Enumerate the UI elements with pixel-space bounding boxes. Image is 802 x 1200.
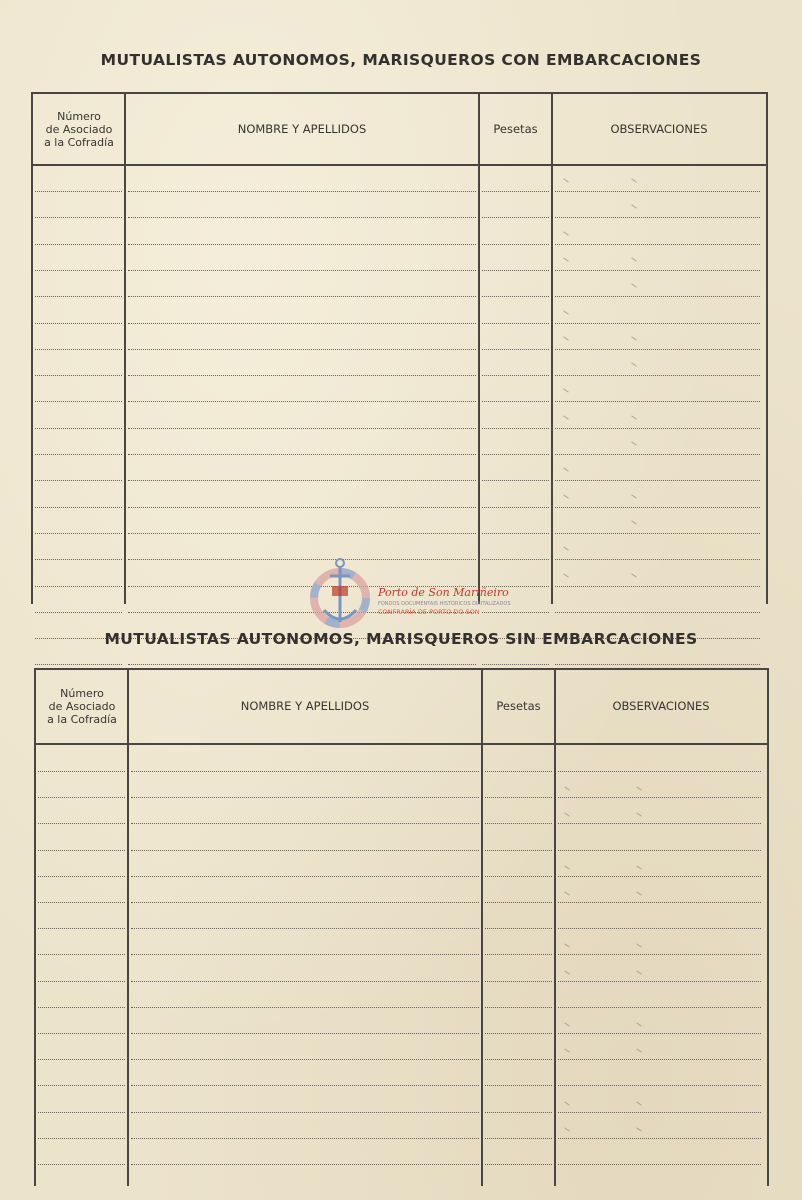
ruled-line [482,664,549,665]
faint-mark [631,573,636,577]
faint-mark [563,547,568,551]
anchor-lifebuoy-icon [308,556,376,636]
ruled-line [38,954,125,955]
ruled-line [555,296,760,297]
faint-mark [631,336,636,340]
ruled-line [35,586,122,587]
column-divider [127,670,129,1186]
col-header-numero [33,94,125,164]
ruled-line [38,1059,125,1060]
faint-mark [563,310,568,314]
ruled-line [128,349,476,350]
ruled-line [555,586,760,587]
header-divider [36,743,767,745]
ruled-line [485,823,552,824]
ruled-line [555,217,760,218]
ruled-line [558,797,761,798]
ruled-line [131,850,479,851]
faint-mark [631,494,636,498]
ruled-line [555,349,760,350]
ruled-line [555,664,760,665]
col-header-nombre: NOMBRE Y APELLIDOS [237,121,367,136]
ruled-line [485,850,552,851]
ruled-line [485,876,552,877]
col-header-numero-line2: de Asociado [45,122,113,136]
ruled-line [558,876,761,877]
ruled-line [558,954,761,955]
faint-mark [563,468,568,472]
ruled-line [485,954,552,955]
ruled-line [558,902,761,903]
ruled-line [131,902,479,903]
ruled-line [35,375,122,376]
ruled-line [128,664,476,665]
ruled-line [38,981,125,982]
section-title-sin-embarcaciones: MUTUALISTAS AUTONOMOS, MARISQUEROS SIN EMBARCACIONES [104,630,698,648]
faint-mark [631,441,636,445]
ruled-line [38,771,125,772]
ruled-line [38,1164,125,1165]
ruled-line [35,428,122,429]
ruled-line [131,1164,479,1165]
faint-mark [564,891,569,895]
ruled-line [558,1085,761,1086]
faint-mark [631,362,636,366]
faint-mark [636,813,641,817]
ruled-line [485,771,552,772]
ruled-line [555,375,760,376]
faint-mark [636,970,641,974]
ruled-line [482,375,549,376]
ruled-line [35,533,122,534]
column-divider [124,94,126,604]
ruled-line [128,191,476,192]
col-header-nombre: NOMBRE Y APELLIDOS [240,699,370,713]
ruled-line [128,507,476,508]
ruled-line [482,349,549,350]
ruled-line [38,823,125,824]
ruled-line [558,928,761,929]
column-divider [554,670,556,1186]
ruled-line [35,507,122,508]
col-header-numero-line3: a la Cofradía [44,135,114,149]
ruled-line [131,1033,479,1034]
ruled-line [485,902,552,903]
ruled-line [482,480,549,481]
faint-mark [636,1022,641,1026]
faint-mark [563,231,568,235]
ruled-line [482,217,549,218]
ruled-line [485,1138,552,1139]
faint-mark [563,257,568,261]
ruled-line [482,244,549,245]
col-header-observaciones: OBSERVACIONES [612,699,710,713]
faint-mark [636,1127,641,1131]
ruled-line [128,323,476,324]
column-divider [551,94,553,604]
watermark-name: Porto de Son Mariñeiro [378,586,509,599]
ruled-line [558,1007,761,1008]
ruled-line [485,928,552,929]
ruled-line [128,454,476,455]
ruled-line [131,954,479,955]
faint-mark [564,1049,569,1053]
ruled-line [128,375,476,376]
column-divider [481,670,483,1186]
ruled-line [485,1085,552,1086]
ruled-line [131,823,479,824]
faint-mark [564,865,569,869]
ruled-line [482,270,549,271]
ruled-line [482,454,549,455]
ledger-table-con-embarcaciones [31,92,768,604]
ruled-line [131,1085,479,1086]
ruled-line [485,1007,552,1008]
ruled-line [128,428,476,429]
ruled-line [555,191,760,192]
ruled-line [35,270,122,271]
ruled-line [35,664,122,665]
ruled-line [558,1059,761,1060]
ruled-line [38,902,125,903]
ruled-line [128,244,476,245]
ruled-line [555,454,760,455]
ruled-line [35,296,122,297]
ruled-line [131,981,479,982]
ruled-line [558,850,761,851]
ruled-line [485,797,552,798]
col-header-numero-line1: Número [57,109,101,123]
ruled-line [558,1138,761,1139]
column-divider [478,94,480,604]
faint-mark [563,336,568,340]
ruled-line [482,428,549,429]
ruled-line [128,480,476,481]
ruled-line [482,507,549,508]
ruled-line [485,1059,552,1060]
faint-mark [631,520,636,524]
faint-mark [636,787,641,791]
ruled-line [35,612,122,613]
header-divider [33,164,766,166]
ruled-line [38,1033,125,1034]
faint-mark [564,1022,569,1026]
ruled-line [482,296,549,297]
section-title-con-embarcaciones: MUTUALISTAS AUTONOMOS, MARISQUEROS CON EMBARCACIONES [100,51,702,69]
faint-mark [564,787,569,791]
ruled-line [485,981,552,982]
faint-mark [636,865,641,869]
ruled-line [485,1112,552,1113]
watermark-subtitle: FONDOS DOCUMENTAIS HISTÓRICOS DIXITALIZADOS [378,601,511,607]
ruled-line [128,217,476,218]
ruled-line [555,428,760,429]
ruled-line [128,401,476,402]
faint-mark [631,284,636,288]
ruled-line [128,533,476,534]
faint-mark [564,1127,569,1131]
col-header-pesetas: Pesetas [493,121,538,136]
faint-mark [636,1101,641,1105]
ruled-line [555,533,760,534]
ruled-line [558,1164,761,1165]
col-header-pesetas: Pesetas [496,699,541,713]
ruled-line [485,1164,552,1165]
ruled-line [35,323,122,324]
faint-mark [631,257,636,261]
ruled-line [131,797,479,798]
faint-mark [563,178,568,182]
ruled-line [38,1112,125,1113]
ruled-line [35,349,122,350]
ruled-line [558,1033,761,1034]
faint-mark [636,1049,641,1053]
ruled-line [131,876,479,877]
ruled-line [35,191,122,192]
ruled-line [555,480,760,481]
ruled-line [482,323,549,324]
faint-mark [563,389,568,393]
ruled-line [128,296,476,297]
ruled-line [555,507,760,508]
faint-mark [636,944,641,948]
ruled-line [38,876,125,877]
faint-mark [563,415,568,419]
col-header-numero [36,670,128,743]
faint-mark [564,970,569,974]
ruled-line [558,1112,761,1113]
ruled-line [558,771,761,772]
ruled-line [131,1112,479,1113]
ruled-line [131,928,479,929]
faint-mark [564,813,569,817]
ruled-line [35,454,122,455]
col-header-numero-line2: de Asociado [48,700,116,713]
faint-mark [636,891,641,895]
col-header-numero-line3: a la Cofradía [47,713,117,726]
watermark-org: CONFRARÍA DE PORTO DO SON [378,608,480,616]
ruled-line [38,797,125,798]
ruled-line [482,191,549,192]
faint-mark [631,178,636,182]
ruled-line [555,323,760,324]
ruled-line [35,559,122,560]
ruled-line [38,1007,125,1008]
ruled-line [558,823,761,824]
faint-mark [631,415,636,419]
col-header-observaciones: OBSERVACIONES [610,121,708,136]
ruled-line [131,1138,479,1139]
ruled-line [38,850,125,851]
watermark-logo [308,556,511,636]
ruled-line [35,480,122,481]
ruled-line [35,244,122,245]
faint-mark [563,573,568,577]
col-header-numero-line1: Número [60,687,104,700]
ruled-line [555,244,760,245]
ruled-line [482,401,549,402]
ruled-line [482,533,549,534]
ruled-line [555,559,760,560]
ruled-line [35,401,122,402]
ruled-line [555,270,760,271]
ruled-line [485,1033,552,1034]
ruled-line [38,928,125,929]
faint-mark [564,944,569,948]
ruled-line [131,1007,479,1008]
faint-mark [563,494,568,498]
ruled-line [35,217,122,218]
ruled-line [131,1059,479,1060]
ruled-line [38,1138,125,1139]
ledger-table-sin-embarcaciones [34,668,769,1186]
faint-mark [564,1101,569,1105]
ruled-line [131,771,479,772]
ruled-line [555,612,760,613]
ruled-line [555,401,760,402]
ruled-line [38,1085,125,1086]
ruled-line [558,981,761,982]
faint-mark [631,205,636,209]
ruled-line [128,270,476,271]
